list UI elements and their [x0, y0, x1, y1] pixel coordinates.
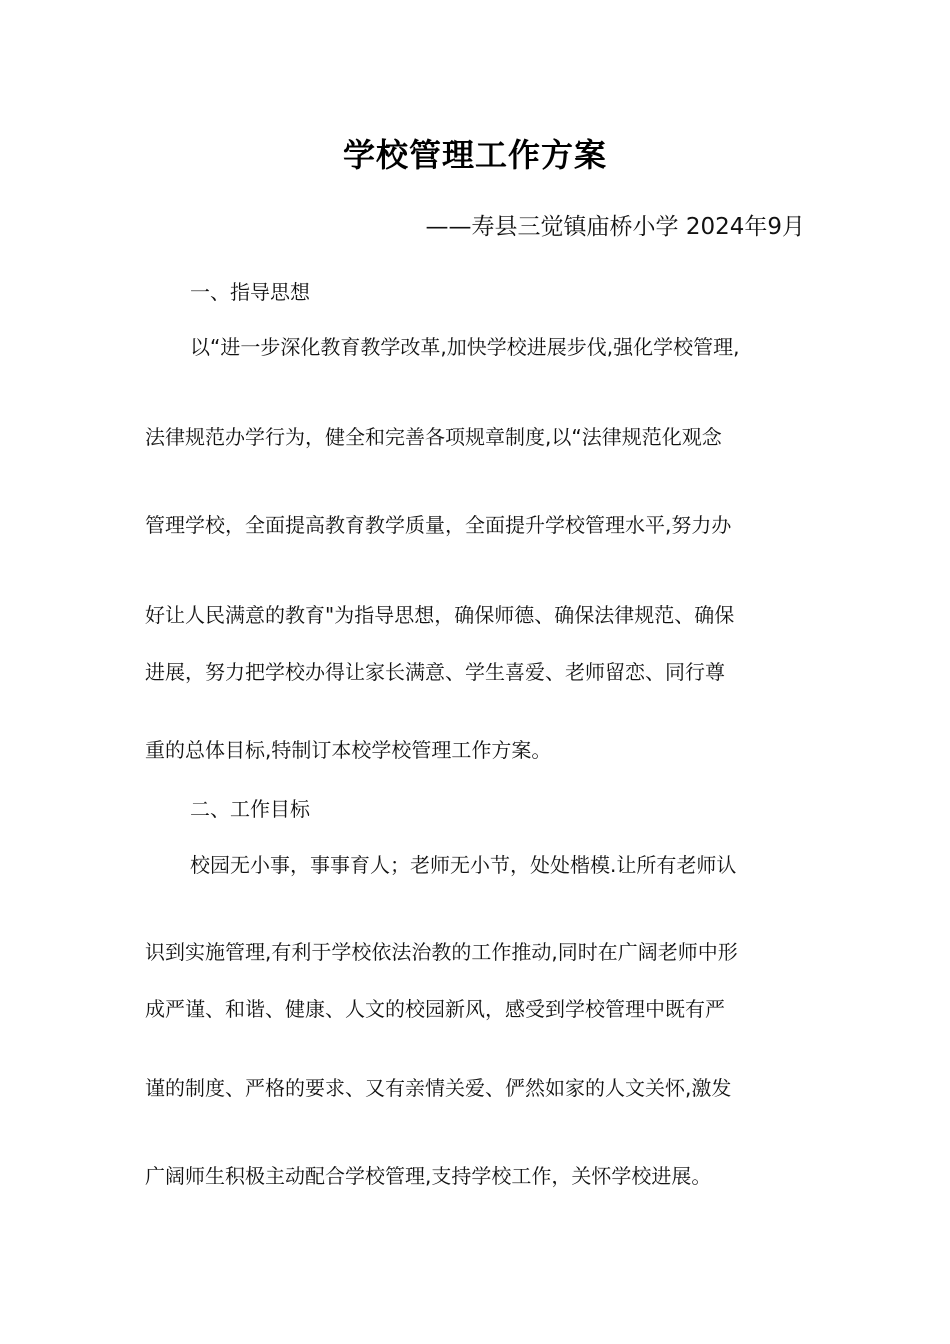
paragraph-line: 以“进一步深化教育教学改革,加快学校进展步伐,强化学校管理, [190, 335, 740, 359]
paragraph-line: 成严谨、和谐、健康、人文的校园新风，感受到学校管理中既有严 [145, 997, 725, 1021]
section-heading-guiding-thought: 一、指导思想 [190, 280, 310, 304]
paragraph-line: 识到实施管理,有利于学校依法治教的工作推动,同时在广阔老师中形 [145, 940, 738, 964]
section-heading-work-goals: 二、工作目标 [190, 797, 310, 821]
paragraph-line: 校园无小事，事事育人；老师无小节，处处楷模.让所有老师认 [190, 853, 737, 877]
paragraph-line: 重的总体目标,特制订本校学校管理工作方案。 [145, 738, 552, 762]
paragraph-line: 好让人民满意的教育"为指导思想，确保师德、确保法律规范、确保 [145, 603, 735, 627]
paragraph-line: 广阔师生积极主动配合学校管理,支持学校工作，关怀学校进展。 [145, 1164, 712, 1188]
paragraph-line: 谨的制度、严格的要求、又有亲情关爱、俨然如家的人文关怀,激发 [145, 1076, 732, 1100]
paragraph-line: 法律规范办学行为，健全和完善各项规章制度,以“法律规范化观念 [145, 425, 722, 449]
paragraph-line: 管理学校，全面提高教育教学质量，全面提升学校管理水平,努力办 [145, 513, 732, 537]
document-subtitle: ——寿县三觉镇庙桥小学 2024年9月 [425, 214, 805, 240]
document-title: 学校管理工作方案 [342, 136, 607, 174]
paragraph-line: 进展，努力把学校办得让家长满意、学生喜爱、老师留恋、同行尊 [145, 660, 725, 684]
